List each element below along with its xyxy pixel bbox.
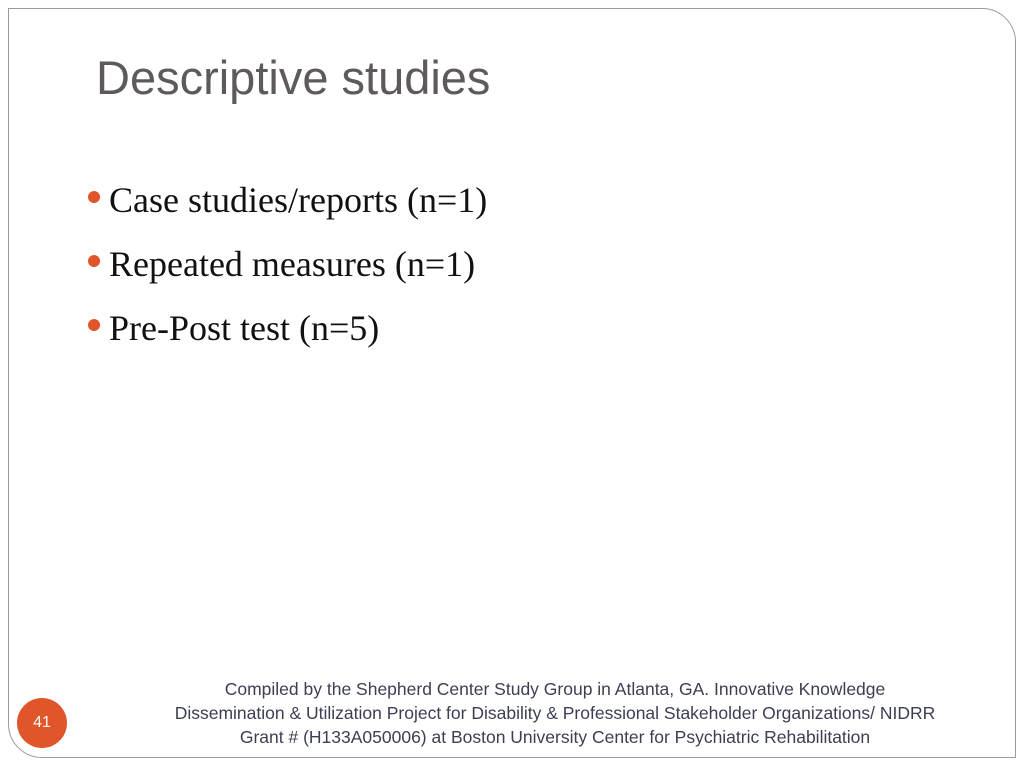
bullet-text: Repeated measures (n=1): [109, 244, 476, 284]
footer-line: Compiled by the Shepherd Center Study Group in Atlanta, GA. Innovative Knowledge: [224, 679, 886, 699]
bullet-dot-icon: [88, 255, 100, 267]
slide-title: Descriptive studies: [96, 51, 491, 104]
bullet-dot-icon: [88, 319, 100, 331]
bullet-dot-icon: [88, 191, 100, 203]
footer-line: Dissemination & Utilization Project for Disability & Professional Stakeholder Organizations/ NIDRR: [174, 703, 936, 723]
bullet-item: [88, 232, 487, 296]
slide-frame: [8, 8, 1016, 758]
bullet-list: [88, 168, 487, 360]
bullet-text: Pre-Post test (n=5): [109, 308, 380, 348]
page-number-badge: 41: [17, 698, 67, 748]
bullet-item: [88, 168, 487, 232]
bullet-text: Case studies/reports (n=1): [109, 180, 488, 220]
bullet-item: [88, 296, 487, 360]
footer-citation: [112, 677, 998, 749]
footer-line: Grant # (H133A050006) at Boston University Center for Psychiatric Rehabilitation: [239, 727, 871, 747]
